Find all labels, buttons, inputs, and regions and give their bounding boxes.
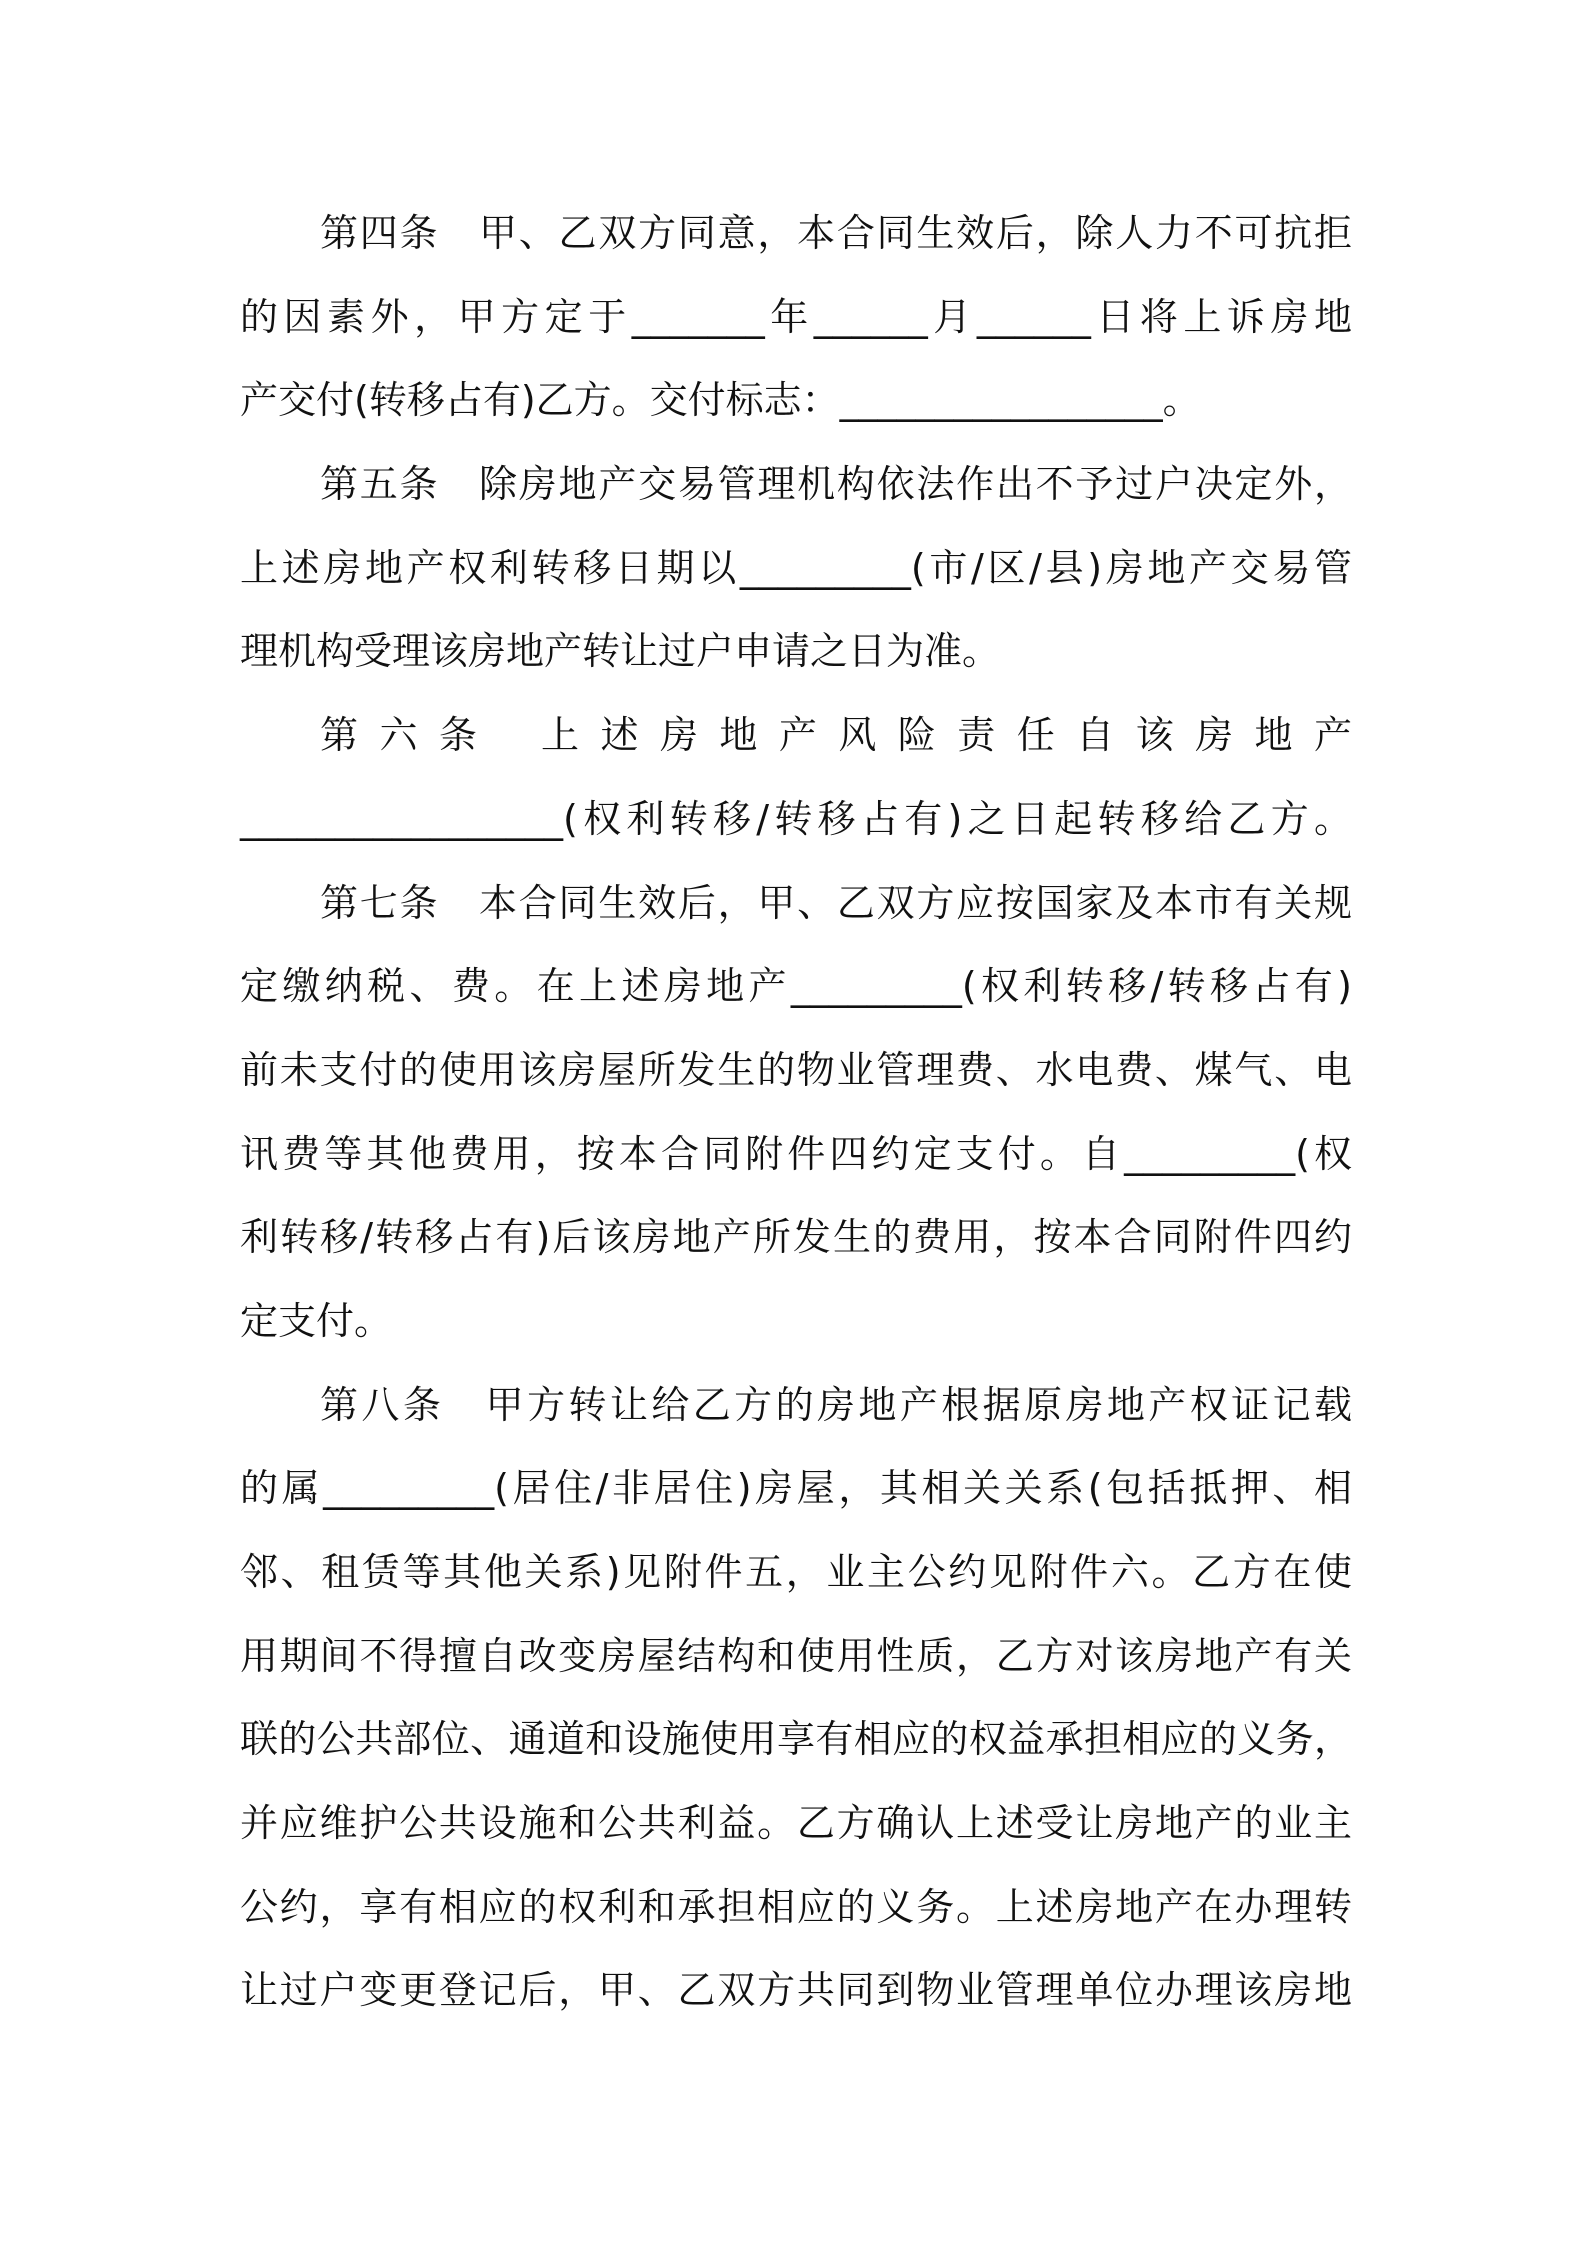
article-7-line-6: 定支付。 bbox=[240, 1298, 393, 1343]
article-5-line-1: 第五条 除房地产交易管理机构依法作出不予过户决定外， bbox=[320, 462, 1352, 507]
article-8-line-4: 用期间不得擅自改变房屋结构和使用性质，乙方对该房地产有关 bbox=[240, 1633, 1352, 1678]
article-8-line-8: 让过户变更登记后，甲、乙双方共同到物业管理单位办理该房地 bbox=[240, 1968, 1352, 2013]
article-8-line-6: 并应维护公共设施和公共利益。乙方确认上述受让房地产的业主 bbox=[240, 1801, 1352, 1846]
article-4-line-1: 第四条 甲、乙双方同意，本合同生效后，除人力不可抗拒 bbox=[320, 211, 1352, 255]
article-7-line-1: 第七条 本合同生效后，甲、乙双方应按国家及本市有关规 bbox=[320, 880, 1352, 925]
article-7-line-2: 定缴纳税、费。在上述房地产_________(权利转移/转移占有) bbox=[240, 964, 1352, 1009]
article-7-line-3: 前未支付的使用该房屋所发生的物业管理费、水电费、煤气、电 bbox=[240, 1047, 1352, 1092]
article-5-line-3: 理机构受理该房地产转让过户申请之日为准。 bbox=[240, 629, 1001, 674]
article-8-line-2: 的属_________(居住/非居住)房屋，其相关关系(包括抵押、相 bbox=[240, 1466, 1352, 1511]
article-6-line-1: 第 六 条 上 述 房 地 产 风 险 责 任 自 该 房 地 产 bbox=[320, 713, 1352, 758]
article-7-line-4: 讯费等其他费用，按本合同附件四约定支付。自_________(权 bbox=[240, 1131, 1352, 1176]
article-8-line-7: 公约，享有相应的权利和承担相应的义务。上述房地产在办理转 bbox=[240, 1884, 1352, 1929]
contract-body bbox=[240, 192, 1352, 2033]
article-8-line-3: 邻、租赁等其他关系)见附件五，业主公约见附件六。乙方在使 bbox=[240, 1550, 1352, 1594]
article-5-line-2: 上述房地产权利转移日期以_________(市/区/县)房地产交易管 bbox=[240, 545, 1352, 590]
article-4-line-3: 产交付(转移占有)乙方。交付标志：_________________。 bbox=[240, 378, 1201, 423]
article-7-line-5: 利转移/转移占有)后该房地产所发生的费用，按本合同附件四约 bbox=[240, 1215, 1352, 1260]
article-8-line-5: 联的公共部位、通道和设施使用享有相应的权益承担相应的义务， bbox=[240, 1717, 1352, 1762]
article-4-line-2: 的因素外，甲方定于_______年______月______日将上诉房地 bbox=[240, 294, 1352, 339]
article-8-line-1: 第八条 甲方转让给乙方的房地产根据原房地产权证记载 bbox=[320, 1382, 1352, 1427]
article-6-line-2: _________________(权利转移/转移占有)之日起转移给乙方。 bbox=[240, 796, 1352, 841]
